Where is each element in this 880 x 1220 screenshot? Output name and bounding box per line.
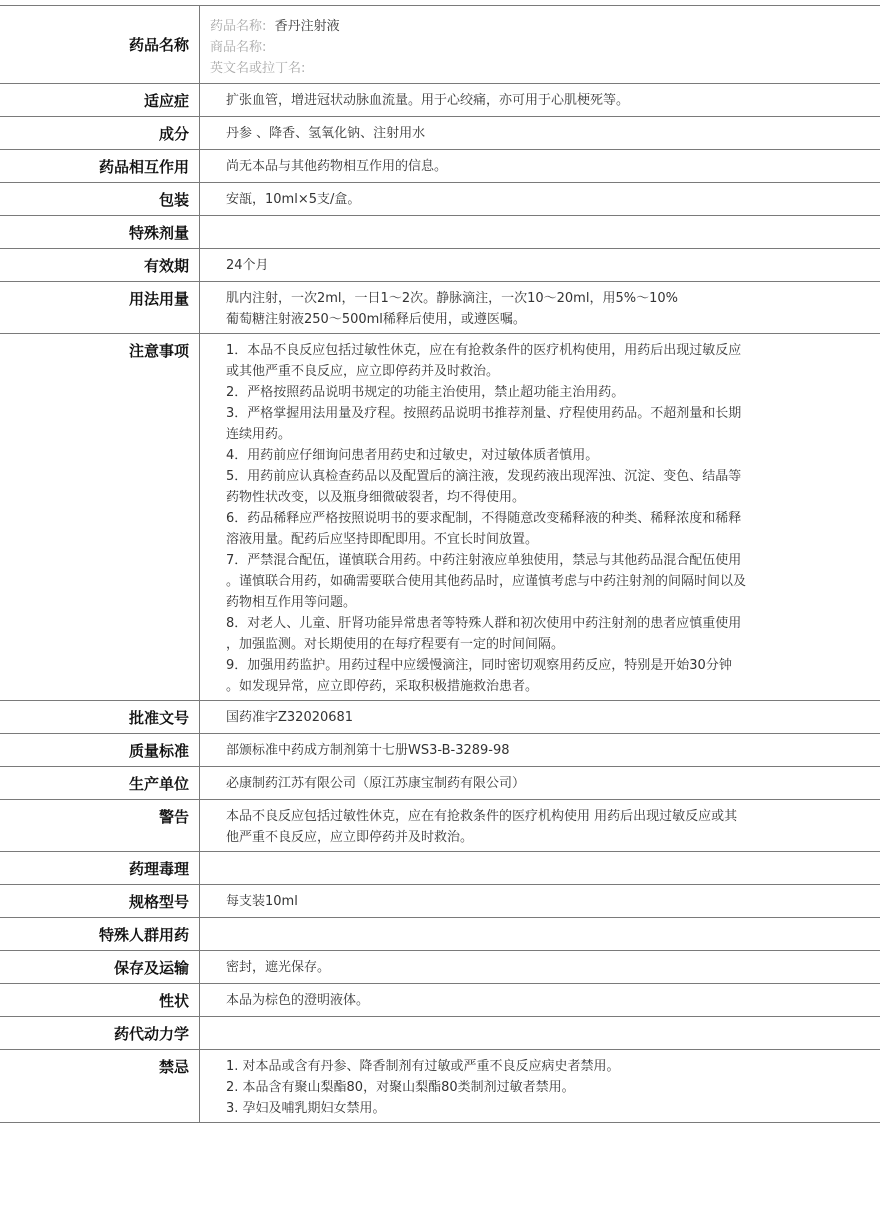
usage-line: 肌内注射，一次2ml，一日1～2次。静脉滴注，一次10～20ml，用5%～10% [226,291,678,306]
row-pharmacology [0,852,880,885]
validity-label: 有效期 [0,249,200,281]
precaution-line: 药物相互作用等问题。 [226,595,357,610]
precaution-line: 药物性状改变，以及瓶身细微破裂者，均不得使用。 [226,490,526,505]
ingredients-value: 丹参 、降香、氢氧化钠、注射用水 [226,126,426,141]
row-approval [0,701,880,734]
manufacturer-value: 必康制药江苏有限公司（原江苏康宝制药有限公司） [226,776,526,791]
precaution-line: 2．严格按照药品说明书规定的功能主治使用，禁止超功能主治用药。 [226,385,625,400]
contraindications-label: 禁忌 [0,1050,200,1122]
specification-label: 规格型号 [0,885,200,917]
interactions-label: 药品相互作用 [0,150,200,182]
precaution-line: 5．用药前应认真检查药品以及配置后的滴注液，发现药液出现浑浊、沉淀、变色、结晶等 [226,469,742,484]
warning-value [200,800,880,851]
warning-line: 本品不良反应包括过敏性休克，应在有抢救条件的医疗机构使用 用药后出现过敏反应或其 [226,809,738,824]
contraindication-line: 1. 对本品或含有丹参、降香制剂有过敏或严重不良反应病史者禁用。 [226,1059,620,1074]
row-pharmacokinetics [0,1017,880,1050]
drug-info-table [0,5,880,1123]
package-label: 包装 [0,183,200,215]
precaution-line: 1．本品不良反应包括过敏性休克，应在有抢救条件的医疗机构使用，用药后出现过敏反应 [226,343,742,358]
row-warning [0,800,880,852]
generic-name-value: 香丹注射液 [274,19,340,34]
standard-value: 部颁标准中药成方制剂第十七册WS3-B-3289-98 [226,743,510,758]
row-specification [0,885,880,918]
interactions-value: 尚无本品与其他药物相互作用的信息。 [226,159,448,174]
row-storage [0,951,880,984]
precaution-line: 。如发现异常，应立即停药，采取积极措施救治患者。 [226,679,539,694]
special-population-value [200,918,880,950]
special-dosage-value [200,216,880,248]
precaution-line: 或其他严重不良反应，应立即停药并及时救治。 [226,364,500,379]
row-interactions [0,150,880,183]
drug-name-label: 药品名称 [0,6,200,83]
contraindication-line: 3. 孕妇及哺乳期妇女禁用。 [226,1101,386,1116]
warning-line: 他严重不良反应，应立即停药并及时救治。 [226,830,474,845]
precautions-value [200,334,880,700]
warning-label: 警告 [0,800,200,851]
manufacturer-label: 生产单位 [0,767,200,799]
indications-label: 适应症 [0,84,200,116]
usage-line: 葡萄糖注射液250～500ml稀释后使用，或遵医嘱。 [226,312,526,327]
row-package [0,183,880,216]
standard-label: 质量标准 [0,734,200,766]
precaution-line: 7．严禁混合配伍，谨慎联合用药。中药注射液应单独使用，禁忌与其他药品混合配伍使用 [226,553,742,568]
approval-label: 批准文号 [0,701,200,733]
generic-name-label: 药品名称: [210,19,267,34]
precaution-line: 9．加强用药监护。用药过程中应缓慢滴注，同时密切观察用药反应，特别是开始30分钟 [226,658,732,673]
english-name-label: 英文名或拉丁名: [210,61,306,76]
validity-value: 24个月 [226,258,269,273]
indications-value: 扩张血管，增进冠状动脉血流量。用于心绞痛，亦可用于心肌梗死等。 [226,93,630,108]
pharmacokinetics-label: 药代动力学 [0,1017,200,1049]
row-appearance [0,984,880,1017]
precaution-line: 溶液用量。配药后应坚持即配即用。不宜长时间放置。 [226,532,539,547]
precautions-label: 注意事项 [0,334,200,700]
drug-name-values [200,6,880,83]
precaution-line: 连续用药。 [226,427,292,442]
trade-name-label: 商品名称: [210,40,267,55]
precaution-line: 4．用药前应仔细询问患者用药史和过敏史，对过敏体质者慎用。 [226,448,599,463]
storage-label: 保存及运输 [0,951,200,983]
pharmacology-label: 药理毒理 [0,852,200,884]
appearance-value: 本品为棕色的澄明液体。 [226,993,370,1008]
ingredients-label: 成分 [0,117,200,149]
contraindications-value [200,1050,880,1122]
row-indications [0,84,880,117]
usage-value [200,282,880,333]
precaution-line: 3．严格掌握用法用量及疗程。按照药品说明书推荐剂量、疗程使用药品。不超剂量和长期 [226,406,742,421]
specification-value: 每支装10ml [226,894,298,909]
row-validity [0,249,880,282]
contraindication-line: 2. 本品含有聚山梨酯80，对聚山梨酯80类制剂过敏者禁用。 [226,1080,575,1095]
row-special-population [0,918,880,951]
row-contraindications [0,1050,880,1123]
precaution-line: ，加强监测。对长期使用的在每疗程要有一定的时间间隔。 [226,637,565,652]
row-manufacturer [0,767,880,800]
row-ingredients [0,117,880,150]
row-special-dosage [0,216,880,249]
row-drug-name [0,6,880,84]
precaution-line: 8．对老人、儿童、肝肾功能异常患者等特殊人群和初次使用中药注射剂的患者应慎重使用 [226,616,742,631]
pharmacology-value [200,852,880,884]
special-population-label: 特殊人群用药 [0,918,200,950]
storage-value: 密封，遮光保存。 [226,960,331,975]
approval-value: 国药准字Z32020681 [226,710,354,725]
precaution-line: 。谨慎联合用药，如确需要联合使用其他药品时，应谨慎考虑与中药注射剂的间隔时间以及 [226,574,747,589]
pharmacokinetics-value [200,1017,880,1049]
precaution-line: 6．药品稀释应严格按照说明书的要求配制，不得随意改变稀释液的种类、稀释浓度和稀释 [226,511,742,526]
special-dosage-label: 特殊剂量 [0,216,200,248]
appearance-label: 性状 [0,984,200,1016]
package-value: 安瓿，10ml×5支/盒。 [226,192,361,207]
usage-label: 用法用量 [0,282,200,333]
row-usage [0,282,880,334]
row-precautions [0,334,880,701]
row-standard [0,734,880,767]
